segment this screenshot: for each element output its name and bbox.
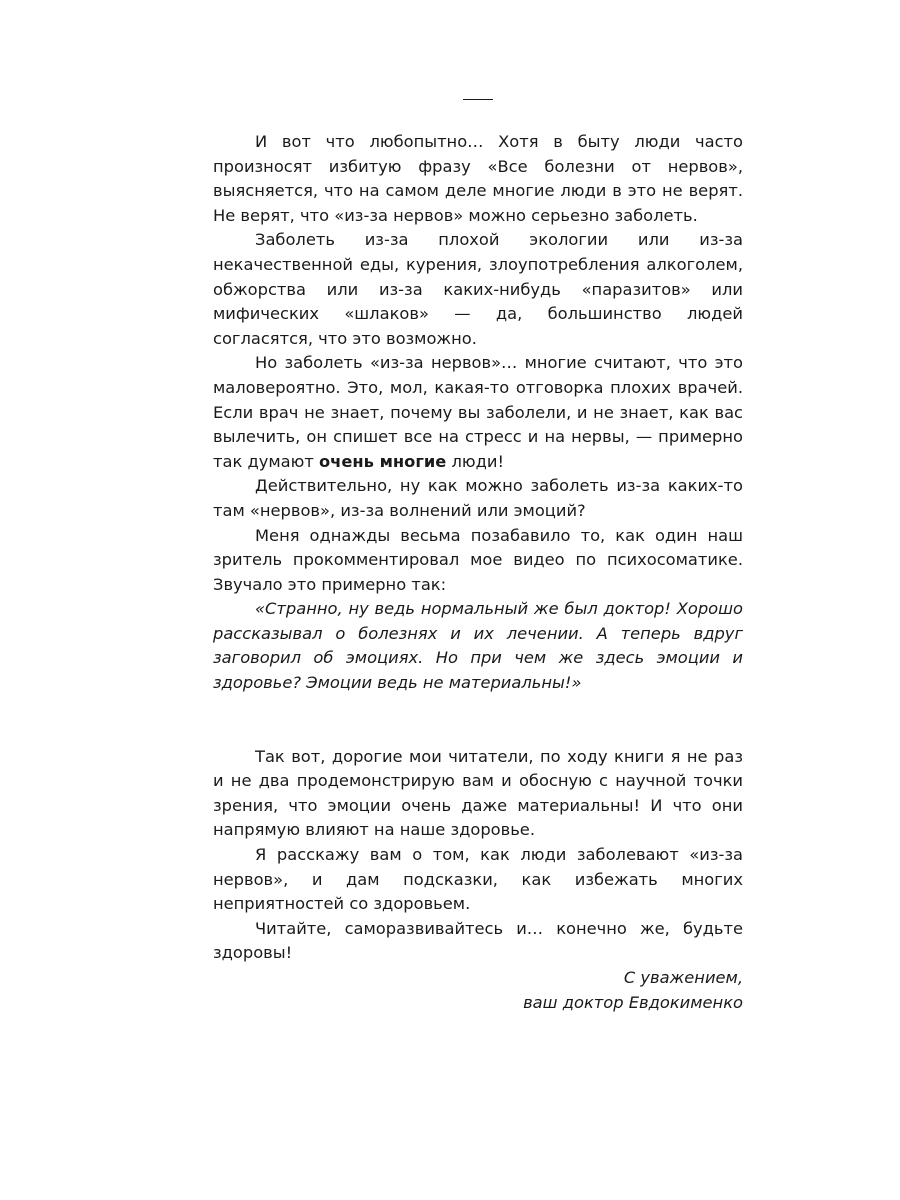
- paragraph-1: И вот что любопытно… Хотя в быту люди часто произносят избитую фразу «Все болезни от нервов», выясняется, что на самом деле многие люди в это не верят. Не верят, что «из-за нервов» можно серьезно заболеть.: [213, 132, 743, 225]
- signature: [213, 966, 743, 1015]
- paragraph-2: Заболеть из-за плохой экологии или из-за некачественной еды, курения, злоупотребления алкоголем, обжорства или из-за каких-нибудь «паразитов» или мифических «шлаков» — да, большинство людей согласятся, что это возможно.: [213, 230, 743, 348]
- top-rule: [463, 99, 493, 100]
- signature-line-1: С уважением,: [623, 968, 743, 987]
- section-gap: [213, 696, 743, 745]
- paragraph-5: Меня однажды весьма позабавило то, как один наш зритель прокомментировал мое видео по психосоматике. Звучало это примерно так:: [213, 525, 743, 594]
- paragraph-7: Я расскажу вам о том, как люди заболевают «из-за нервов», и дам подсказки, как избежать многих неприятностей со здоровьем.: [213, 845, 743, 914]
- paragraph-4: Действительно, ну как можно заболеть из-за каких-то там «нервов», из-за волнений или эмоций?: [213, 476, 743, 520]
- paragraph-3: [213, 351, 743, 474]
- emphasis-bold: очень многие: [319, 451, 447, 471]
- page-text: [213, 130, 743, 1015]
- paragraph-6: Так вот, дорогие мои читатели, по ходу книги я не раз и не два продемонстрирую вам и обосную с научной точки зрения, что эмоции очень даже материальны! И что они напрямую влияют на наше здоровье.: [213, 746, 743, 840]
- viewer-quote: «Странно, ну ведь нормальный же был доктор! Хорошо рассказывал о болезнях и их лечении. А теперь вдруг заговорил об эмоциях. Но при чем же здесь эмоции и здоровье? Эмоции ведь не материальны!»: [213, 599, 743, 693]
- paragraph-3-end: люди!: [446, 451, 504, 471]
- paragraph-8: Читайте, саморазвивайтесь и… конечно же, будьте здоровы!: [213, 918, 743, 963]
- signature-line-2: ваш доктор Евдокименко: [523, 992, 743, 1012]
- paragraph-3-start: Но заболеть «из-за нервов»… многие считают, что это маловероятно. Это, мол, какая-то отговорка плохих врачей. Если врач не знает, почему вы заболели, и не знает, как вас вылечить, он спишет все на стресс и на нервы, — примерно так думают: [213, 353, 743, 471]
